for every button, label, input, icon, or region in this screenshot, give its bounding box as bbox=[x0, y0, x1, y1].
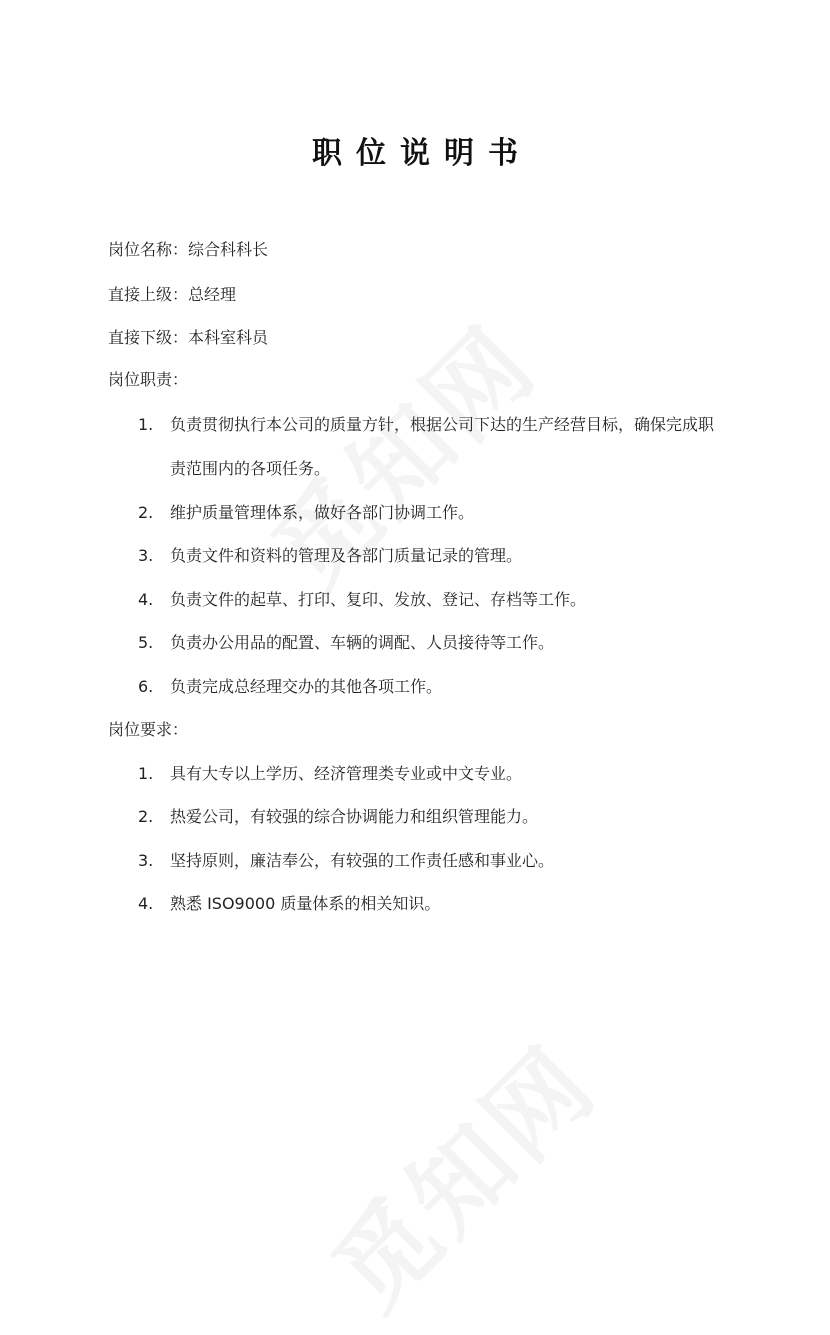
duty-item bbox=[138, 633, 554, 653]
duty-text: 负责办公用品的配置、车辆的调配、人员接待等工作。 bbox=[170, 633, 555, 652]
duty-item bbox=[138, 546, 522, 566]
requirement-item bbox=[138, 851, 554, 871]
duty-number: 4. bbox=[138, 590, 154, 609]
duty-item bbox=[138, 503, 474, 523]
duty-text: 负责贯彻执行本公司的质量方针，根据公司下达的生产经营目标，确保完成职 bbox=[170, 415, 715, 434]
duty-item bbox=[138, 677, 442, 697]
requirement-text: 坚持原则，廉洁奉公，有较强的工作责任感和事业心。 bbox=[170, 851, 555, 870]
duty-number: 5. bbox=[138, 633, 154, 652]
duty-number: 6. bbox=[138, 677, 154, 696]
requirement-number: 1. bbox=[138, 764, 154, 783]
duty-item bbox=[138, 415, 714, 435]
requirement-number: 2. bbox=[138, 807, 154, 826]
direct-superior: 直接上级：总经理 bbox=[108, 285, 237, 304]
watermark bbox=[296, 1009, 623, 1335]
requirement-text: 热爱公司，有较强的综合协调能力和组织管理能力。 bbox=[170, 807, 539, 826]
requirement-item bbox=[138, 764, 522, 784]
duty-text: 负责文件和资料的管理及各部门质量记录的管理。 bbox=[170, 546, 523, 565]
requirement-item bbox=[138, 807, 538, 827]
watermark bbox=[236, 289, 563, 616]
requirement-number: 4. bbox=[138, 894, 154, 913]
requirement-text: 具有大专以上学历、经济管理类专业或中文专业。 bbox=[170, 764, 523, 783]
duties-heading: 岗位职责： bbox=[108, 370, 189, 389]
duty-text: 负责完成总经理交办的其他各项工作。 bbox=[170, 677, 443, 696]
duty-text: 维护质量管理体系，做好各部门协调工作。 bbox=[170, 503, 475, 522]
duty-text: 负责文件的起草、打印、复印、发放、登记、存档等工作。 bbox=[170, 590, 587, 609]
requirement-item bbox=[138, 894, 440, 914]
direct-subordinate: 直接下级：本科室科员 bbox=[108, 328, 269, 347]
duty-number: 3. bbox=[138, 546, 154, 565]
duty-number: 2. bbox=[138, 503, 154, 522]
duty-continuation: 责范围内的各项任务。 bbox=[170, 459, 331, 478]
duty-number: 1. bbox=[138, 415, 154, 434]
requirement-number: 3. bbox=[138, 851, 154, 870]
requirements-heading: 岗位要求： bbox=[108, 720, 189, 739]
requirement-text: 熟悉 ISO9000 质量体系的相关知识。 bbox=[170, 894, 441, 913]
post-name: 岗位名称：综合科科长 bbox=[108, 240, 269, 259]
page-title: 职位说明书 bbox=[312, 136, 532, 171]
duty-item bbox=[138, 590, 586, 610]
